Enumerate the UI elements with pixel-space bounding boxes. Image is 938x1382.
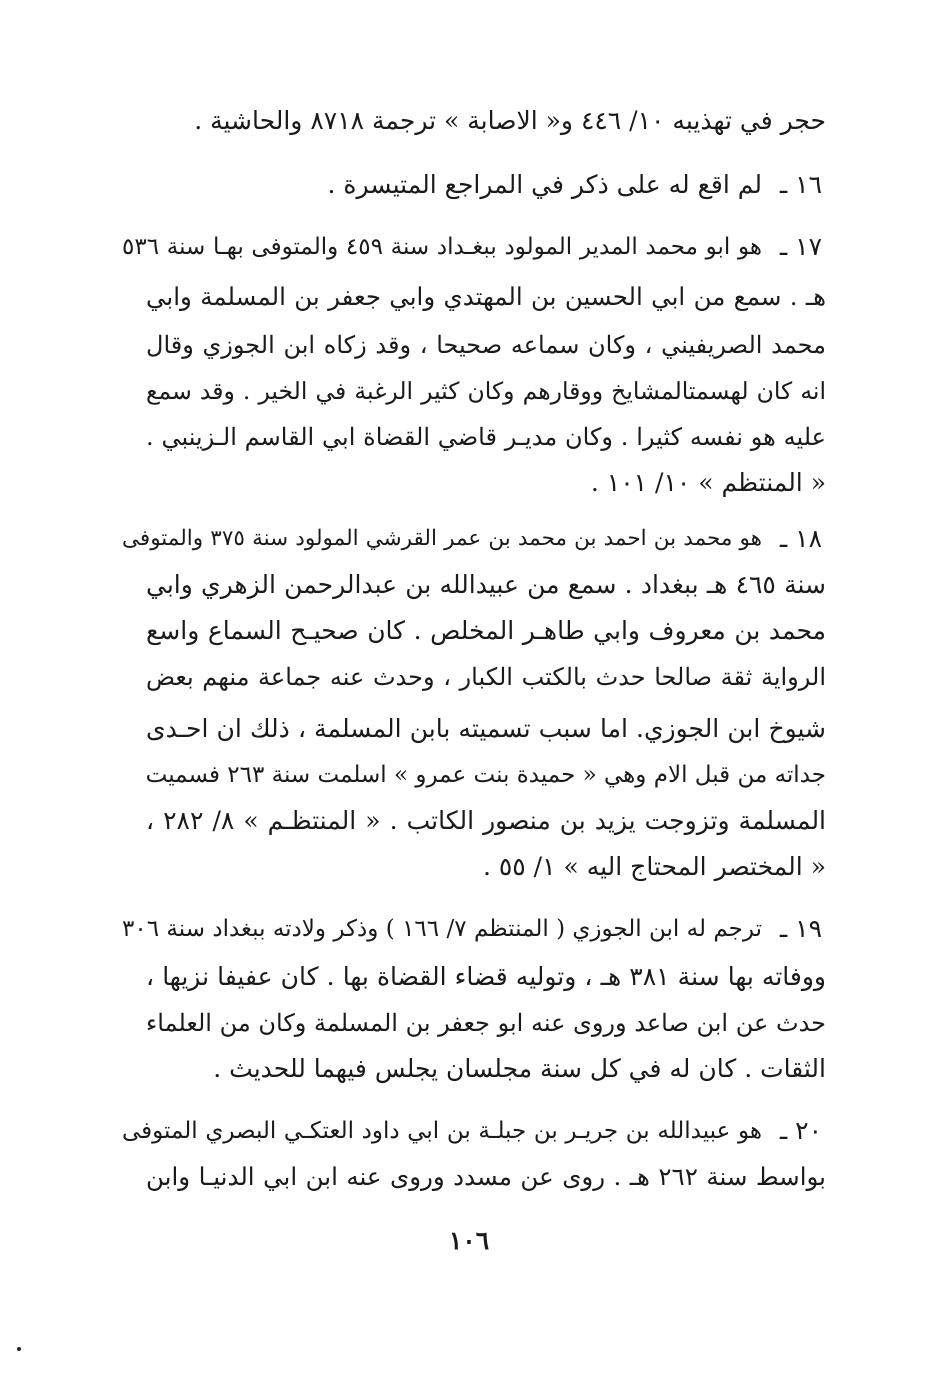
note-18-line: المسلمة وتزوجت يزيد بن منصور الكاتب . « المنتظـم » ٨/ ٢٨٢ ، (146, 806, 827, 835)
note-16-line: لم اقع له على ذكر في المراجع المتيسرة . (327, 170, 762, 199)
note-19-line: ووفاته بها سنة ٣٨١ هـ ، وتوليه قضاء القضاة بها . كان عفيفا نزيها ، (146, 962, 826, 991)
note-19-line: الثقات . كان له في كل سنة مجلسان يجلس فيهما للحديث . (213, 1054, 826, 1083)
note-18-line: « المختصر المحتاج اليه » ١/ ٥٥ . (482, 852, 826, 881)
note-17-line: هـ . سمع من ابي الحسين بن المهتدي وابي جعفر بن المسلمة وابي (146, 282, 826, 311)
note-number-20: ٢٠ ـ (779, 1116, 822, 1145)
note-18-line: شيوخ ابن الجوزي. اما سبب تسميته بابن المسلمة ، ذلك ان احـدى (146, 714, 826, 743)
note-19-line: ترجم له ابن الجوزي ( المنتظم ٧/ ١٦٦ ) وذكر ولادته ببغداد سنة ٣٠٦ (122, 916, 762, 942)
note-20-line: هو عبيدالله بن جريـر بن جبلـة بن ابي داود العتكـي البصري المتوفى (122, 1118, 762, 1144)
note-17-line: عليه هو نفسه كثيرا . وكان مديـر قاضي القضاة ابي القاسم الـزينبي . (146, 423, 826, 451)
note-17-line: هو ابو محمد المدير المولود ببغـداد سنة ٤٥٩ والمتوفى بهـا سنة ٥٣٦ (122, 234, 763, 260)
note-18-line: جداته من قبل الام وهي « حميدة بنت عمرو » اسلمت سنة ٢٦٣ فسميت (145, 762, 826, 788)
note-20-line: بواسط سنة ٢٦٢ هـ . روى عن مسدد وروى عنه ابن ابي الدنيـا وابن (146, 1162, 826, 1191)
page-number: ١٠٦ (448, 1226, 490, 1255)
note-number-19: ١٩ ـ (779, 914, 822, 943)
note-18-line: الرواية ثقة صالحا حدث بالكتب الكبار ، وحدث عنه جماعة منهم بعض (146, 663, 826, 691)
note-18-line: هو محمد بن احمد بن محمد بن عمر القرشي المولود سنة ٣٧٥ والمتوفى (122, 526, 763, 551)
note-number-16: ١٦ ـ (779, 170, 822, 199)
note-19-line: حدث عن ابن صاعد وروى عنه ابو جعفر بن المسلمة وكان من العلماء (146, 1009, 826, 1037)
carryover-line: حجر في تهذيبه ١٠/ ٤٤٦ و« الاصابة » ترجمة ٨٧١٨ والحاشية . (194, 106, 826, 135)
note-17-line: محمد الصريفيني ، وكان سماعه صحيحا ، وقد زكاه ابن الجوزي وقال (146, 331, 826, 359)
note-number-18: ١٨ ـ (779, 524, 822, 553)
note-18-line: محمد بن معروف وابي طاهـر المخلص . كان صحيـح السماع واسع (146, 616, 826, 645)
note-17-line: « المنتظم » ١٠/ ١٠١ . (590, 468, 826, 497)
note-18-line: سنة ٤٦٥ هـ ببغداد . سمع من عبيدالله بن عبدالرحمن الزهري وابي (146, 570, 826, 599)
scan-speck (17, 1347, 21, 1351)
note-17-line: انه كان لهسمتالمشايخ ووقارهم وكان كثير الرغبة في الخير . وقد سمع (146, 377, 826, 405)
note-number-17: ١٧ ـ (779, 232, 822, 261)
